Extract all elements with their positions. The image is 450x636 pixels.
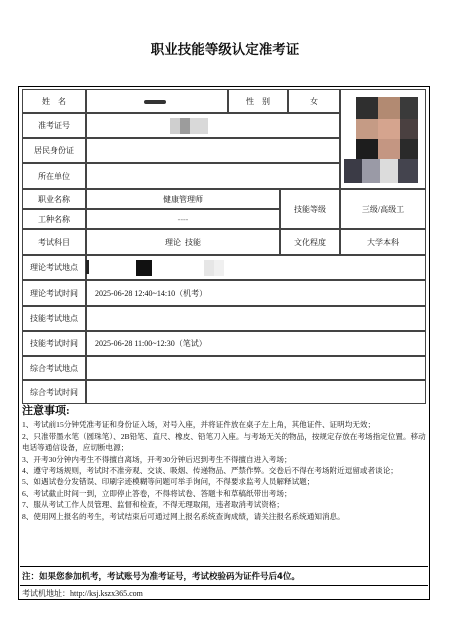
occupation-label: 职业名称	[22, 189, 86, 209]
skill-place-label: 技能考试地点	[22, 306, 86, 331]
notice-item: 7、服从考试工作人员管理、监督和检查，不得无理取闹，违者取消考试资格；	[22, 500, 284, 510]
occupation-value: 健康管理师	[86, 189, 280, 209]
education-value: 大学本科	[340, 229, 426, 255]
gender-label: 性 别	[228, 89, 288, 113]
theory-place-label: 理论考试地点	[22, 255, 86, 280]
theory-time-label: 理论考试时间	[22, 280, 86, 306]
skill-place-value	[86, 306, 426, 331]
notice-item: 3、开考30分钟内考生不得擅自离场，开考30分钟后迟到考生不得擅自进入考场；	[22, 454, 292, 464]
skill-level-value: 三级/高级工	[340, 189, 426, 229]
id-no-label: 居民身份证	[22, 138, 86, 163]
ticket-no-label: 准考证号	[22, 113, 86, 138]
notice-item: 2、只准带墨水笔（圆珠笔）、2B铅笔、直尺、橡皮、铅笔刀入座。与考场无关的物品，按规定存放在考场指定位置。移动电话等通信设备，应切断电源；	[22, 431, 426, 453]
comp-place-label: 综合考试地点	[22, 356, 86, 380]
page-title: 职业技能等级认定准考证	[150, 42, 300, 58]
machine-exam-note: 注：如果您参加机考，考试账号为准考证号，考试校验码为证件号后4位。	[20, 566, 428, 586]
notice-section	[22, 406, 426, 522]
id-no-value	[86, 138, 340, 163]
notice-item: 4、遵守考场规则，考试时不准旁观、交谈、吸烟、传递物品、严禁作弊。交卷后不得在考场附近逗留或者谈论；	[22, 466, 398, 476]
skill-time-value: 2025-06-28 11:00~12:30（笔试）	[86, 331, 426, 356]
unit-value	[86, 163, 340, 189]
redacted-name	[144, 100, 166, 104]
education-label: 文化程度	[280, 229, 340, 255]
name-label: 姓 名	[22, 89, 86, 113]
notice-title: 注意事项:	[22, 405, 70, 417]
exam-subject-value: 理论 技能	[86, 229, 280, 255]
skill-time-label: 技能考试时间	[22, 331, 86, 356]
comp-place-value	[86, 356, 426, 380]
theory-time-value: 2025-06-28 12:40~14:10（机考）	[86, 280, 426, 306]
comp-time-value	[86, 380, 426, 404]
ticket-no-value	[86, 113, 340, 138]
notice-item: 8、使用网上报名的考生，考试结束后可通过网上报名系统查询成绩，请关注报名系统通知消息。	[22, 511, 345, 521]
unit-label: 所在单位	[22, 163, 86, 189]
applicant-photo	[342, 91, 424, 187]
gender-value: 女	[288, 89, 340, 113]
job-type-value: ----	[86, 209, 280, 229]
redacted-ticket-number	[170, 118, 208, 134]
redacted-theory-place	[86, 258, 226, 276]
notice-item: 6、考试截止时间一到，立即停止答卷，不得将试卷、答题卡和草稿纸带出考场；	[22, 488, 292, 498]
skill-level-label: 技能等级	[280, 189, 340, 229]
exam-subject-label: 考试科目	[22, 229, 86, 255]
comp-time-label: 综合考试时间	[22, 380, 86, 404]
notice-item: 5、如遇试卷分发错误、印刷字迹模糊等问题可举手询问，不得要求监考人员解释试题；	[22, 477, 315, 487]
job-type-label: 工种名称	[22, 209, 86, 229]
exam-url: 考试机地址：http://ksj.kszx365.com	[22, 589, 143, 598]
notice-item: 1、考试前15分钟凭准考证和身份证入场，对号入座，并将证件放在桌子左上角，其他证件、证明均无效；	[22, 420, 376, 430]
